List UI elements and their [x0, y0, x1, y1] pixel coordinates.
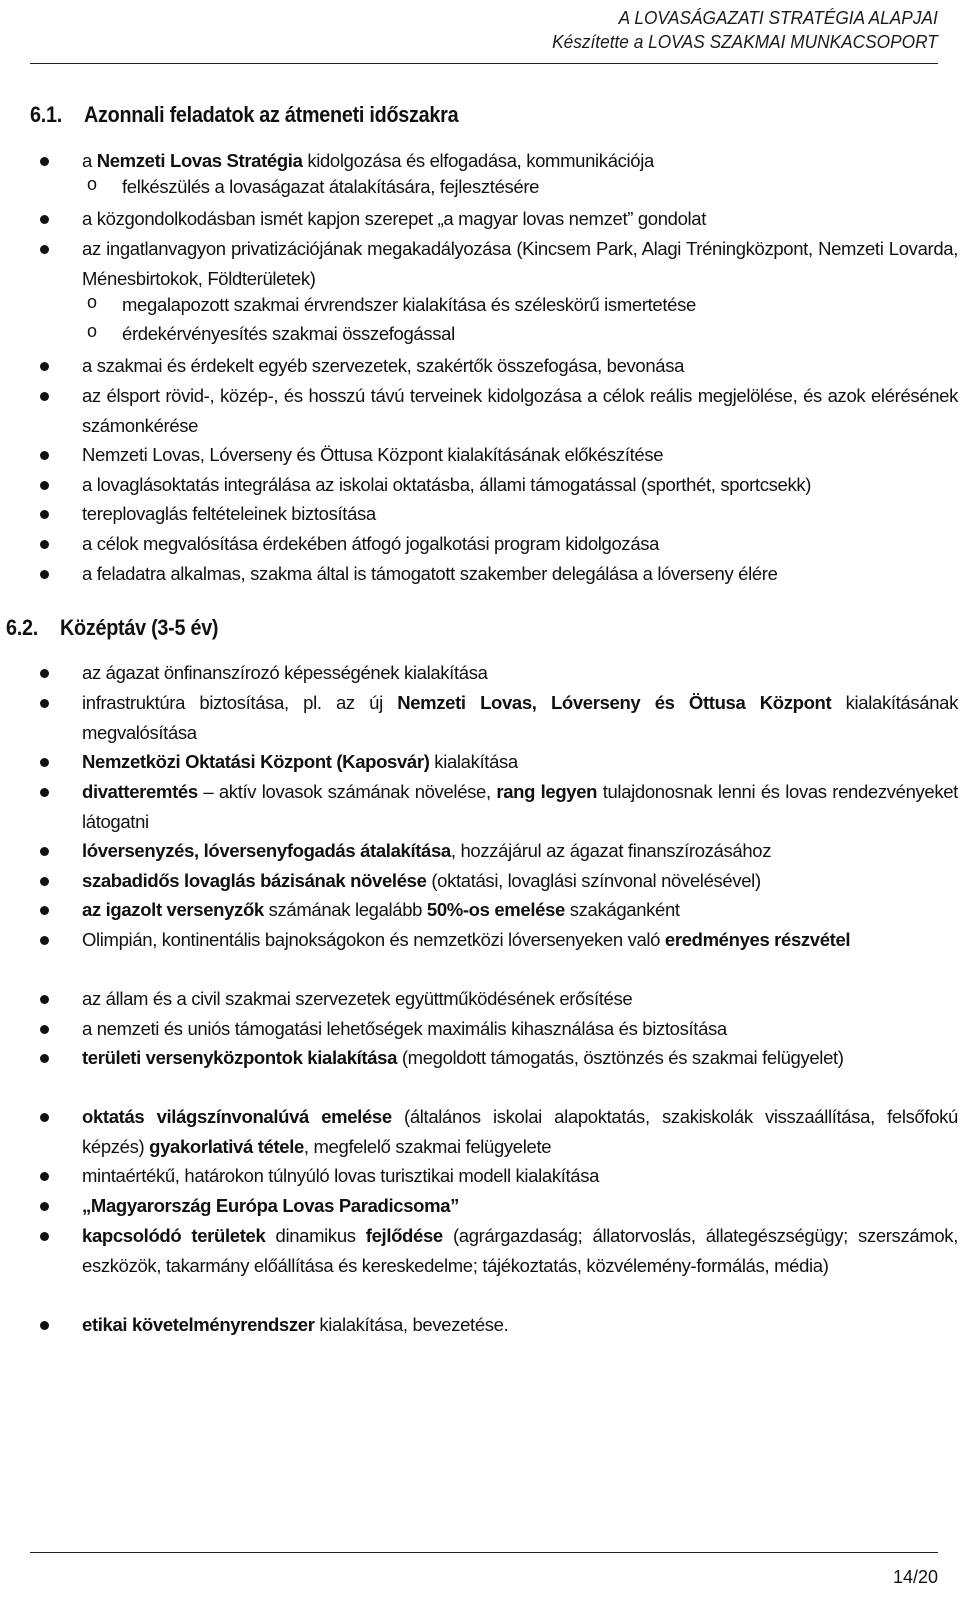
bold-text: etikai követelményrendszer: [82, 1314, 315, 1335]
bold-text: rang legyen: [496, 781, 598, 802]
bullet-icon: [40, 570, 49, 579]
section-title: Azonnali feladatok az átmeneti időszakra: [84, 102, 459, 127]
text-run: Olimpián, kontinentális bajnokságokon és nemzetközi lóversenyeken való: [82, 929, 665, 950]
bold-text: oktatás világszínvonalúvá emelése: [82, 1106, 392, 1127]
bullet-icon: [40, 847, 49, 856]
bold-text: fejlődése: [365, 1225, 443, 1246]
list-item: a szakmai és érdekelt egyéb szervezetek, szakértők összefogása, bevonása: [82, 355, 685, 376]
list-item: [82, 747, 958, 777]
section-title: Középtáv (3-5 év): [60, 615, 219, 640]
list-item: [82, 836, 958, 866]
list-item: az állam és a civil szakmai szervezetek együttműködésének erősítése: [82, 988, 633, 1009]
text-run: kialakítása, bevezetése.: [314, 1314, 509, 1335]
bullet-icon: [40, 669, 49, 678]
list-item: a célok megvalósítása érdekében átfogó jogalkotási program kidolgozása: [82, 533, 660, 554]
circle-bullet-icon: o: [87, 174, 98, 194]
bold-text: Nemzeti Lovas, Lóverseny és Öttusa Központ: [397, 692, 832, 713]
page-number: 14/20: [892, 1567, 938, 1587]
list-item: az ingatlanvagyon privatizációjának megakadályozása (Kincsem Park, Alagi Tréningközpont, Nemzeti Lovarda, Ménesbirtokok, Földterületek): [82, 238, 958, 289]
list-item: mintaértékű, határokon túlnyúló lovas turisztikai modell kialakítása: [82, 1165, 600, 1186]
bold-text: „Magyarország Európa Lovas Paradicsoma”: [82, 1195, 460, 1216]
list-item: a nemzeti és uniós támogatási lehetőségek maximális kihasználása és biztosítása: [82, 1018, 727, 1039]
bullet-icon: [40, 1202, 49, 1211]
list-item: [82, 895, 958, 925]
bullet-icon: [40, 392, 49, 401]
bold-text: Nemzeti Lovas Stratégia: [96, 150, 303, 171]
bold-text: gyakorlativá tétele: [149, 1135, 304, 1157]
bullet-icon: [40, 510, 49, 519]
bullet-icon: [40, 451, 49, 460]
bullet-icon: [40, 1025, 49, 1034]
section-heading-6-2: [6, 615, 218, 641]
text-run: a: [82, 150, 97, 171]
bullet-icon: [40, 906, 49, 915]
text-run: számának legalább: [263, 899, 427, 920]
text-run: , hozzájárul az ágazat finanszírozásához: [450, 840, 772, 861]
header-title: A LOVASÁGAZATI STRATÉGIA ALAPJAI: [618, 8, 938, 28]
text-run: (oktatási, lovaglási színvonal növelésével): [426, 870, 761, 891]
list-item: [82, 1043, 958, 1073]
document-header: [552, 6, 938, 54]
list-item: a feladatra alkalmas, szakma által is támogatott szakember delegálása a lóverseny élére: [82, 563, 778, 584]
circle-bullet-icon: o: [87, 292, 98, 312]
bullet-icon: [40, 481, 49, 490]
bullet-icon: [40, 788, 49, 797]
bold-text: 50%-os emelése: [426, 899, 565, 920]
sub-list-item: felkészülés a lovaságazat átalakítására, fejlesztésére: [122, 176, 540, 197]
bold-text: eredményes részvétel: [664, 929, 851, 950]
list-item: [82, 866, 958, 896]
list-item: az élsport rövid-, közép-, és hosszú távú terveinek kidolgozása a célok reális megjelölése, és azok elérésének számonkérése: [82, 385, 958, 436]
text-run: , megfelelő szakmai felügyelete: [303, 1135, 552, 1157]
list-item: Nemzeti Lovas, Lóverseny és Öttusa Központ kialakításának előkészítése: [82, 444, 664, 465]
list-item: [82, 688, 958, 747]
list-item: az ágazat önfinanszírozó képességének kialakítása: [82, 662, 488, 683]
text-run: kialakítása: [429, 751, 518, 772]
text-run: szakáganként: [564, 899, 680, 920]
footer-rule: [30, 1552, 938, 1553]
text-run: (agrárgazdaság; állatorvoslás, állategészségügy; szerszámok, eszközök, takarmány előállítása és kereskedelme; tájékoztatás, közvélemény-formálás, média): [82, 1225, 958, 1276]
sub-list-item: megalapozott szakmai érvrendszer kialakítása és széleskörű ismertetése: [122, 294, 696, 315]
bullet-icon: [40, 1054, 49, 1063]
bullet-icon: [40, 699, 49, 708]
bullet-icon: [40, 1113, 49, 1122]
bullet-icon: [40, 245, 49, 254]
section-number: 6.2.: [6, 615, 38, 640]
section-number: 6.1.: [30, 102, 62, 127]
bold-text: az igazolt versenyzők: [82, 899, 264, 920]
list-item: [82, 1191, 958, 1221]
list-item: [82, 1221, 958, 1280]
text-run: tulajdonosnak lenni és lovas rendezvényeket látogatni: [82, 781, 958, 832]
list-item: tereplovaglás feltételeinek biztosítása: [82, 503, 376, 524]
text-run: (megoldott támogatás, ösztönzés és szakmai felügyelet): [397, 1047, 844, 1068]
list-item: a lovaglásoktatás integrálása az iskolai oktatásba, állami támogatással (sporthét, sportcsekk): [82, 474, 812, 495]
bullet-icon: [40, 215, 49, 224]
list-item: a közgondolkodásban ismét kapjon szerepet „a magyar lovas nemzet” gondolat: [82, 208, 707, 229]
bold-text: lóversenyzés, lóversenyfogadás átalakítása: [82, 840, 451, 861]
bullet-icon: [40, 1321, 49, 1330]
bold-text: kapcsolódó területek: [82, 1225, 266, 1246]
text-run: infrastruktúra biztosítása, pl. az új: [82, 692, 398, 713]
header-rule: [30, 63, 938, 64]
section-heading-6-1: [30, 102, 458, 128]
text-run: – aktív lovasok számának növelése,: [197, 781, 497, 802]
list-item: [82, 1102, 958, 1161]
list-item: [82, 925, 958, 955]
list-item: [82, 1310, 958, 1340]
bullet-icon: [40, 157, 49, 166]
text-run: dinamikus: [265, 1225, 366, 1246]
sub-list-item: érdekérvényesítés szakmai összefogással: [122, 323, 455, 344]
bold-text: területi versenyközpontok kialakítása: [82, 1047, 398, 1068]
circle-bullet-icon: o: [87, 321, 98, 341]
bullet-icon: [40, 1232, 49, 1241]
bold-text: Nemzetközi Oktatási Központ (Kaposvár): [82, 751, 430, 772]
header-author: Készítette a LOVAS SZAKMAI MUNKACSOPORT: [552, 32, 938, 52]
text-run: (általános iskolai alapoktatás, szakiskolák visszaállítása, felsőfokú képzés): [82, 1106, 959, 1157]
list-item: [82, 777, 958, 836]
text-run: kialakításának megvalósítása: [82, 692, 958, 743]
bullet-icon: [40, 362, 49, 371]
bullet-icon: [40, 758, 49, 767]
bold-text: szabadidős lovaglás bázisának növelése: [82, 870, 427, 891]
bold-text: divatteremtés: [82, 781, 198, 802]
bullet-icon: [40, 540, 49, 549]
bullet-icon: [40, 995, 49, 1004]
text-run: kidolgozása és elfogadása, kommunikációja: [302, 150, 654, 171]
bullet-icon: [40, 1172, 49, 1181]
bullet-icon: [40, 936, 49, 945]
bullet-icon: [40, 877, 49, 886]
